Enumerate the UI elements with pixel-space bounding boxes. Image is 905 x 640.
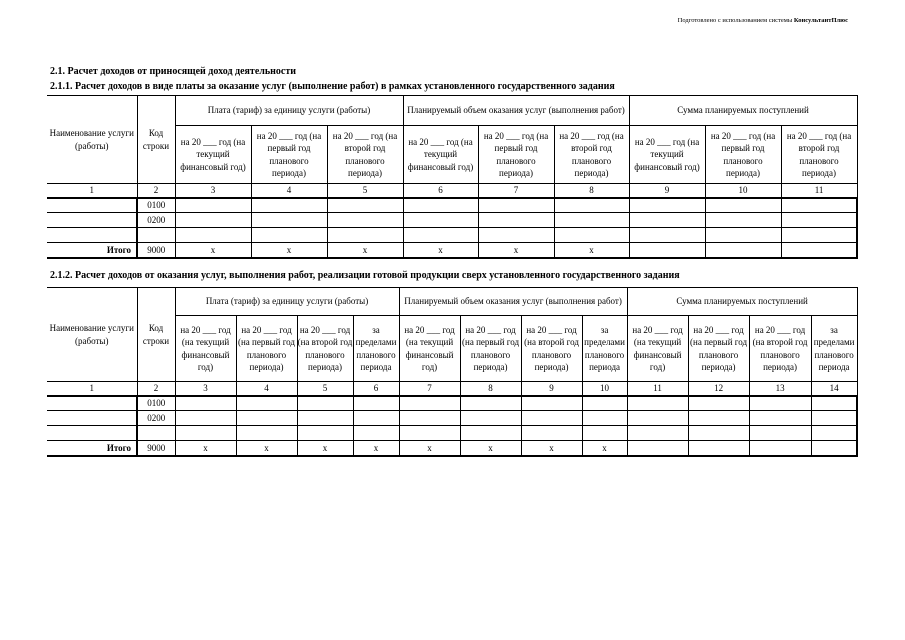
- x-mark: x: [478, 243, 554, 258]
- data-cell[interactable]: [627, 396, 688, 411]
- column-number: 8: [554, 184, 629, 198]
- data-cell[interactable]: [403, 213, 478, 228]
- total-label: Итого: [47, 243, 137, 258]
- header-sub-first: на 20 ___ год (на первый год планового периода): [705, 126, 781, 184]
- data-cell[interactable]: [705, 198, 781, 213]
- data-cell[interactable]: [353, 426, 399, 441]
- data-cell[interactable]: [175, 228, 251, 243]
- column-number: 12: [688, 382, 749, 396]
- column-number: 5: [327, 184, 403, 198]
- header-volume-group: Планируемый объем оказания услуг (выполнения работ): [399, 288, 627, 316]
- section-heading-2-1: 2.1. Расчет доходов от приносящей доход деятельности: [50, 66, 297, 77]
- data-cell[interactable]: [297, 426, 353, 441]
- data-cell[interactable]: [749, 396, 811, 411]
- x-mark: x: [399, 441, 460, 456]
- column-number: 4: [236, 382, 297, 396]
- data-cell[interactable]: [705, 213, 781, 228]
- data-cell[interactable]: [251, 228, 327, 243]
- column-number: 7: [399, 382, 460, 396]
- data-cell[interactable]: [629, 213, 705, 228]
- data-cell[interactable]: [175, 396, 236, 411]
- data-cell[interactable]: [749, 441, 811, 456]
- data-cell[interactable]: [749, 411, 811, 426]
- x-mark: x: [460, 441, 521, 456]
- header-sum-group: Сумма планируемых поступлений: [627, 288, 857, 316]
- data-cell[interactable]: [627, 426, 688, 441]
- section-heading-2-1-2: 2.1.2. Расчет доходов от оказания услуг, выполнения работ, реализации готовой продукции сверх установленного государственного задания: [50, 270, 680, 281]
- data-cell[interactable]: [478, 228, 554, 243]
- service-name-cell[interactable]: [47, 411, 137, 426]
- header-sub-current: на 20 ___ год (на текущий финансовый год): [399, 316, 460, 382]
- x-mark: x: [554, 243, 629, 258]
- data-cell[interactable]: [749, 426, 811, 441]
- data-cell[interactable]: [478, 213, 554, 228]
- header-sub-second: на 20 ___ год (на второй год планового периода): [749, 316, 811, 382]
- column-number: 3: [175, 184, 251, 198]
- column-number: 2: [137, 382, 175, 396]
- header-sub-current: на 20 ___ год (на текущий финансовый год): [629, 126, 705, 184]
- column-number: 4: [251, 184, 327, 198]
- header-sub-second: на 20 ___ год (на второй год планового периода): [554, 126, 629, 184]
- header-sub-first: на 20 ___ год (на первый год планового периода): [478, 126, 554, 184]
- data-cell[interactable]: [399, 411, 460, 426]
- data-cell[interactable]: [627, 411, 688, 426]
- header-service-name: Наименование услуги (работы): [47, 288, 137, 382]
- data-cell[interactable]: [705, 243, 781, 258]
- data-cell[interactable]: [236, 411, 297, 426]
- data-cell[interactable]: [582, 426, 627, 441]
- x-mark: x: [175, 243, 251, 258]
- data-cell[interactable]: [175, 426, 236, 441]
- row-code-cell: 0100: [137, 198, 175, 213]
- header-sub-beyond: за пределами планового периода: [582, 316, 627, 382]
- data-cell[interactable]: [460, 411, 521, 426]
- x-mark: x: [327, 243, 403, 258]
- column-number: 10: [582, 382, 627, 396]
- header-sum-group: Сумма планируемых поступлений: [629, 96, 857, 126]
- column-number: 13: [749, 382, 811, 396]
- data-cell[interactable]: [521, 396, 582, 411]
- data-cell[interactable]: [327, 228, 403, 243]
- service-name-cell[interactable]: [47, 426, 137, 441]
- data-cell[interactable]: [251, 198, 327, 213]
- header-sub-first: на 20 ___ год (на первый год планового периода): [251, 126, 327, 184]
- data-cell[interactable]: [327, 213, 403, 228]
- header-sub-beyond: за пределами планового периода: [811, 316, 857, 382]
- header-sub-first: на 20 ___ год (на первый год планового периода): [460, 316, 521, 382]
- data-cell[interactable]: [582, 396, 627, 411]
- data-cell[interactable]: [629, 198, 705, 213]
- row-code-cell: [137, 228, 175, 243]
- data-cell[interactable]: [688, 441, 749, 456]
- data-cell[interactable]: [460, 426, 521, 441]
- data-cell[interactable]: [781, 213, 857, 228]
- column-number: 11: [781, 184, 857, 198]
- column-number: 2: [137, 184, 175, 198]
- x-mark: x: [403, 243, 478, 258]
- data-cell[interactable]: [811, 396, 857, 411]
- data-cell[interactable]: [175, 213, 251, 228]
- column-number: 8: [460, 382, 521, 396]
- data-cell[interactable]: [353, 396, 399, 411]
- column-number: 7: [478, 184, 554, 198]
- data-cell[interactable]: [403, 198, 478, 213]
- column-number: 3: [175, 382, 236, 396]
- data-cell[interactable]: [175, 411, 236, 426]
- header-fee-group: Плата (тариф) за единицу услуги (работы): [175, 96, 403, 126]
- data-cell[interactable]: [811, 441, 857, 456]
- data-cell[interactable]: [811, 411, 857, 426]
- header-sub-current: на 20 ___ год (на текущий финансовый год): [175, 316, 236, 382]
- data-cell[interactable]: [811, 426, 857, 441]
- data-cell[interactable]: [781, 228, 857, 243]
- data-cell[interactable]: [781, 243, 857, 258]
- header-service-name: Наименование услуги (работы): [47, 96, 137, 184]
- data-cell[interactable]: [582, 411, 627, 426]
- column-number: 9: [629, 184, 705, 198]
- total-code: 9000: [137, 441, 175, 456]
- header-sub-second: на 20 ___ год (на второй год планового периода): [781, 126, 857, 184]
- data-cell[interactable]: [781, 198, 857, 213]
- data-cell[interactable]: [353, 411, 399, 426]
- data-cell[interactable]: [297, 411, 353, 426]
- column-number: 6: [353, 382, 399, 396]
- x-mark: x: [521, 441, 582, 456]
- data-cell[interactable]: [236, 426, 297, 441]
- section-heading-2-1-1: 2.1.1. Расчет доходов в виде платы за оказание услуг (выполнение работ) в рамках установленного государственного задания: [50, 81, 615, 92]
- column-number: 5: [297, 382, 353, 396]
- service-name-cell[interactable]: [47, 228, 137, 243]
- header-sub-current: на 20 ___ год (на текущий финансовый год): [403, 126, 478, 184]
- data-cell[interactable]: [460, 396, 521, 411]
- data-cell[interactable]: [478, 198, 554, 213]
- service-name-cell[interactable]: [47, 396, 137, 411]
- column-number: 6: [403, 184, 478, 198]
- header-sub-second: на 20 ___ год (на второй год планового периода): [297, 316, 353, 382]
- data-cell[interactable]: [175, 198, 251, 213]
- header-sub-first: на 20 ___ год (на первый год планового периода): [236, 316, 297, 382]
- data-cell[interactable]: [251, 213, 327, 228]
- column-number: 9: [521, 382, 582, 396]
- data-cell[interactable]: [554, 213, 629, 228]
- data-cell[interactable]: [627, 441, 688, 456]
- column-number: 1: [47, 382, 137, 396]
- row-code-cell: 0200: [137, 411, 175, 426]
- data-cell[interactable]: [688, 411, 749, 426]
- data-cell[interactable]: [554, 198, 629, 213]
- header-row-code: Код строки: [137, 288, 175, 382]
- x-mark: x: [582, 441, 627, 456]
- header-row-code: Код строки: [137, 96, 175, 184]
- row-code-cell: [137, 426, 175, 441]
- header-sub-current: на 20 ___ год (на текущий финансовый год): [627, 316, 688, 382]
- column-number: 10: [705, 184, 781, 198]
- data-cell[interactable]: [629, 228, 705, 243]
- data-cell[interactable]: [521, 426, 582, 441]
- data-cell[interactable]: [236, 396, 297, 411]
- header-sub-first: на 20 ___ год (на первый год планового периода): [688, 316, 749, 382]
- data-cell[interactable]: [327, 198, 403, 213]
- data-cell[interactable]: [629, 243, 705, 258]
- consultant-header: Подготовлено с использованием системы КонсультантПлюс: [677, 17, 848, 24]
- data-cell[interactable]: [554, 228, 629, 243]
- header-sub-second: на 20 ___ год (на второй год планового периода): [327, 126, 403, 184]
- header-fee-group: Плата (тариф) за единицу услуги (работы): [175, 288, 399, 316]
- income-table-beyond-assignment: [47, 287, 858, 457]
- data-cell[interactable]: [688, 396, 749, 411]
- column-number: 1: [47, 184, 137, 198]
- header-sub-current: на 20 ___ год (на текущий финансовый год): [175, 126, 251, 184]
- service-name-cell[interactable]: [47, 213, 137, 228]
- header-volume-group: Планируемый объем оказания услуг (выполнения работ): [403, 96, 629, 126]
- data-cell[interactable]: [297, 396, 353, 411]
- header-sub-beyond: за пределами планового периода: [353, 316, 399, 382]
- column-number: 14: [811, 382, 857, 396]
- x-mark: x: [251, 243, 327, 258]
- total-label: Итого: [47, 441, 137, 456]
- data-cell[interactable]: [688, 426, 749, 441]
- x-mark: x: [353, 441, 399, 456]
- header-sub-second: на 20 ___ год (на второй год планового периода): [521, 316, 582, 382]
- x-mark: x: [236, 441, 297, 456]
- x-mark: x: [297, 441, 353, 456]
- data-cell[interactable]: [521, 411, 582, 426]
- x-mark: x: [175, 441, 236, 456]
- service-name-cell[interactable]: [47, 198, 137, 213]
- data-cell[interactable]: [403, 228, 478, 243]
- row-code-cell: 0100: [137, 396, 175, 411]
- income-table-within-assignment: [47, 95, 858, 259]
- column-number: 11: [627, 382, 688, 396]
- data-cell[interactable]: [399, 396, 460, 411]
- total-code: 9000: [137, 243, 175, 258]
- data-cell[interactable]: [399, 426, 460, 441]
- row-code-cell: 0200: [137, 213, 175, 228]
- data-cell[interactable]: [705, 228, 781, 243]
